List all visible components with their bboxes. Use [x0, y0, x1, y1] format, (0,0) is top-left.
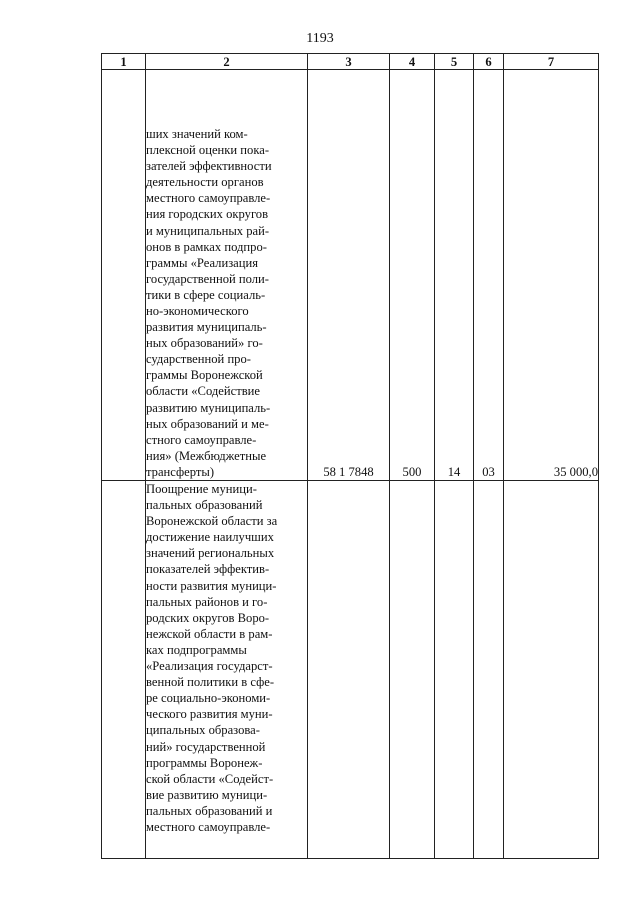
description-line: тики в сфере социаль- — [146, 287, 266, 302]
table-row — [102, 70, 599, 481]
description-line: программы Воронеж- — [146, 755, 263, 770]
row-number-cell — [102, 70, 146, 481]
description-line: местного самоуправле- — [146, 819, 271, 834]
description-line: родских округов Воро- — [146, 610, 270, 625]
description-line: ципальных образова- — [146, 723, 260, 738]
section-cell: 14 — [435, 70, 474, 481]
description-line: развитию муниципаль- — [146, 400, 271, 415]
description-line: ных образований» го- — [146, 336, 263, 351]
description-line: и муниципальных рай- — [146, 223, 270, 238]
description-line: стного самоуправле- — [146, 432, 257, 447]
description-line: ных образований и ме- — [146, 416, 269, 431]
description-line: ния городских округов — [146, 207, 269, 222]
table-header-row — [102, 54, 599, 70]
budget-code-cell — [308, 481, 390, 859]
description-line: пальных образований — [146, 498, 263, 513]
description-line: сударственной про- — [146, 352, 251, 367]
description-line: нежской области в рам- — [146, 626, 273, 641]
header-col-6: 6 — [474, 54, 504, 70]
page-number: 1193 — [306, 31, 334, 46]
amount-cell — [504, 481, 599, 859]
description-line: граммы Воронежской — [146, 368, 263, 383]
description-line: ших значений ком- — [146, 126, 248, 141]
description-line: ческого развития муни- — [146, 707, 273, 722]
description-cell — [146, 70, 308, 481]
description-line: пальных районов и го- — [146, 594, 268, 609]
subsection-cell — [474, 481, 504, 859]
description-line: онов в рамках подпро- — [146, 239, 267, 254]
header-col-4: 4 — [390, 54, 435, 70]
amount-cell: 35 000,0 — [504, 70, 599, 481]
description-line: трансферты) — [146, 464, 215, 479]
description-line: ности развития муници- — [146, 578, 277, 593]
description-line: государственной поли- — [146, 271, 269, 286]
description-line: плексной оценки пока- — [146, 143, 270, 158]
header-col-5: 5 — [435, 54, 474, 70]
header-col-7: 7 — [504, 54, 599, 70]
description-line: венной политики в сфе- — [146, 675, 275, 690]
description-line: развития муниципаль- — [146, 320, 267, 335]
description-line: области «Содействие — [146, 384, 260, 399]
header-col-3: 3 — [308, 54, 390, 70]
budget-table — [101, 53, 599, 859]
description-line: «Реализация государст- — [146, 659, 273, 674]
section-cell — [435, 481, 474, 859]
description-line: Поощрение муници- — [146, 482, 257, 496]
description-line: ской области «Содейст- — [146, 771, 274, 786]
description-line: показателей эффектив- — [146, 562, 270, 577]
table-row — [102, 481, 599, 859]
description-line: зателей эффективности — [146, 159, 272, 174]
expense-type-cell — [390, 481, 435, 859]
description-line: деятельности органов — [146, 175, 264, 190]
expense-type-cell: 500 — [390, 70, 435, 481]
header-col-2: 2 — [146, 54, 308, 70]
description-line: пальных образований и — [146, 803, 273, 818]
description-line: ния» (Межбюджетные — [146, 448, 267, 463]
description-cell — [146, 481, 308, 859]
description-line: ре социально-экономи- — [146, 691, 271, 706]
row-number-cell — [102, 481, 146, 859]
description-line: ний» государственной — [146, 739, 266, 754]
description-line: достижение наилучших — [146, 530, 274, 545]
description-line: Воронежской области за — [146, 514, 278, 529]
subsection-cell: 03 — [474, 70, 504, 481]
description-line: граммы «Реализация — [146, 255, 259, 270]
description-line: ках подпрограммы — [146, 642, 247, 657]
description-line: вие развитию муници- — [146, 787, 268, 802]
header-col-1: 1 — [102, 54, 146, 70]
description-line: местного самоуправле- — [146, 191, 271, 206]
description-line: но-экономического — [146, 303, 249, 318]
description-line: значений региональных — [146, 546, 275, 561]
budget-code-cell: 58 1 7848 — [308, 70, 390, 481]
